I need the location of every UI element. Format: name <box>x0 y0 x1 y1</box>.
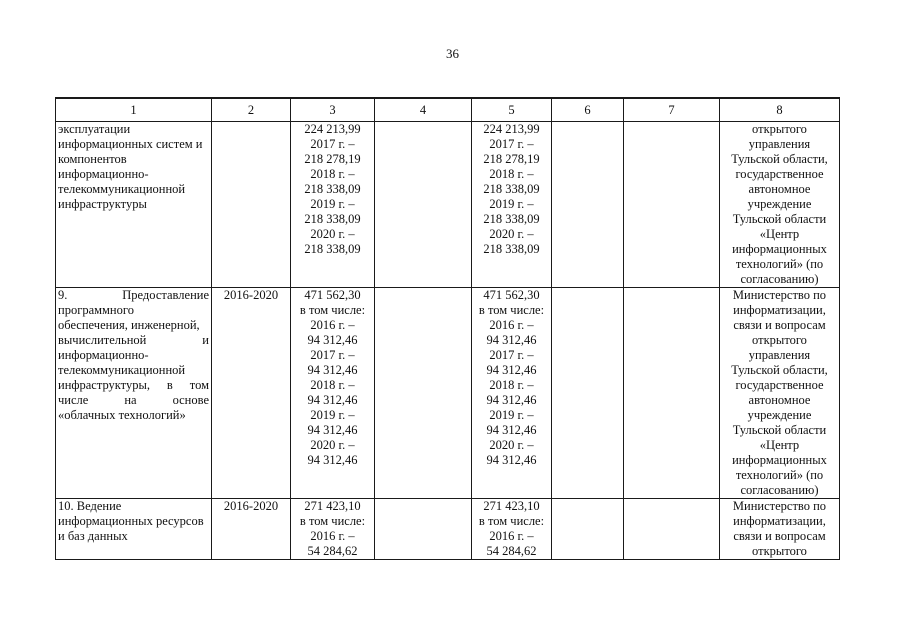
cell-line: технологий» (по <box>735 257 824 271</box>
cell-line: информатизации, <box>733 514 826 528</box>
cell-line: 2019 г. – <box>489 408 534 422</box>
cell-responsible-executor <box>720 122 840 288</box>
cell-line: и баз данных <box>58 529 128 543</box>
cell-line: связи и вопросам <box>733 318 826 332</box>
cell-line: 2016-2020 <box>223 288 279 302</box>
cell-line: информационно- <box>58 167 149 181</box>
cell-line: 2019 г. – <box>310 408 355 422</box>
cell-line: Министерство по <box>732 288 827 302</box>
cell-line: 218 338,09 <box>483 242 540 256</box>
cell-line: 94 312,46 <box>307 333 358 347</box>
cell-line: 218 278,19 <box>304 152 361 166</box>
cell-responsible-executor <box>720 288 840 499</box>
cell-line: 94 312,46 <box>307 423 358 437</box>
cell-line: инфраструктуры, в том <box>58 378 209 392</box>
cell-line: государственное <box>735 167 824 181</box>
cell-line: в том числе: <box>299 303 366 317</box>
cell-period <box>212 288 291 499</box>
table-row <box>56 288 840 499</box>
cell-line: 471 562,30 <box>483 288 540 302</box>
column-header-6: 6 <box>552 98 624 122</box>
cell-line: 94 312,46 <box>486 393 537 407</box>
cell-line: информационных <box>732 453 827 467</box>
cell-item-description <box>56 122 212 288</box>
cell-line: информационных <box>732 242 827 256</box>
cell-line: 94 312,46 <box>486 333 537 347</box>
cell-funding-regional <box>472 499 552 560</box>
cell-line: «Центр <box>759 227 800 241</box>
cell-line: в том числе: <box>299 514 366 528</box>
cell-line: учреждение <box>747 197 812 211</box>
cell-line: 471 562,30 <box>304 288 361 302</box>
cell-line: 218 338,09 <box>304 182 361 196</box>
cell-period <box>212 499 291 560</box>
cell-line: вычислительной и <box>58 333 209 347</box>
cell-line: открытого <box>752 122 807 136</box>
cell-line: 94 312,46 <box>307 363 358 377</box>
cell-line: согласованию) <box>740 483 819 497</box>
cell-line: 2018 г. – <box>489 378 534 392</box>
cell-line: информатизации, <box>733 303 826 317</box>
cell-line: 2017 г. – <box>310 348 355 362</box>
cell-responsible-executor <box>720 499 840 560</box>
cell-line: информационных ресурсов <box>58 514 204 528</box>
cell-line: Министерство по <box>732 499 827 513</box>
column-header-5: 5 <box>472 98 552 122</box>
cell-column-6 <box>552 288 624 499</box>
cell-line: Тульской области, <box>731 363 828 377</box>
cell-line: автономное <box>748 393 811 407</box>
cell-line: числе на основе <box>58 393 209 407</box>
cell-item-description <box>56 288 212 499</box>
cell-funding-total <box>291 122 375 288</box>
cell-line: 2019 г. – <box>310 197 355 211</box>
cell-line: автономное <box>748 182 811 196</box>
cell-line: 94 312,46 <box>307 393 358 407</box>
cell-line: 2020 г. – <box>489 438 534 452</box>
cell-column-4 <box>375 499 472 560</box>
cell-line: 94 312,46 <box>307 453 358 467</box>
cell-line: 2016-2020 <box>223 499 279 513</box>
cell-line: технологий» (по <box>735 468 824 482</box>
cell-line: открытого <box>752 333 807 347</box>
cell-line: 9. Предоставление <box>58 288 209 302</box>
cell-line: 10. Ведение <box>58 499 122 513</box>
table-row <box>56 122 840 288</box>
cell-line: Тульской области <box>732 423 827 437</box>
cell-line: 271 423,10 <box>304 499 361 513</box>
cell-column-4 <box>375 122 472 288</box>
column-header-3: 3 <box>291 98 375 122</box>
cell-line: 218 338,09 <box>304 242 361 256</box>
cell-line: телекоммуникационной <box>58 182 186 196</box>
cell-funding-total <box>291 288 375 499</box>
cell-line: 2018 г. – <box>310 378 355 392</box>
cell-line: учреждение <box>747 408 812 422</box>
cell-line: 2018 г. – <box>310 167 355 181</box>
cell-line: управления <box>748 137 811 151</box>
cell-line: Тульской области <box>732 212 827 226</box>
program-table <box>55 97 840 560</box>
cell-line: 54 284,62 <box>307 544 358 558</box>
cell-line: 2020 г. – <box>310 438 355 452</box>
cell-line: 218 338,09 <box>483 182 540 196</box>
cell-column-6 <box>552 122 624 288</box>
cell-line: государственное <box>735 378 824 392</box>
cell-line: 2018 г. – <box>489 167 534 181</box>
cell-line: 218 338,09 <box>304 212 361 226</box>
cell-line: «облачных технологий» <box>58 408 186 422</box>
cell-line: 2020 г. – <box>489 227 534 241</box>
cell-line: согласованию) <box>740 272 819 286</box>
cell-funding-regional <box>472 288 552 499</box>
cell-line: 2017 г. – <box>489 137 534 151</box>
cell-column-7 <box>624 122 720 288</box>
cell-line: 271 423,10 <box>483 499 540 513</box>
column-header-7: 7 <box>624 98 720 122</box>
cell-line: компонентов <box>58 152 127 166</box>
cell-line: 224 213,99 <box>304 122 361 136</box>
column-header-1: 1 <box>56 98 212 122</box>
column-header-8: 8 <box>720 98 840 122</box>
cell-line: 94 312,46 <box>486 453 537 467</box>
cell-item-description <box>56 499 212 560</box>
cell-line: 224 213,99 <box>483 122 540 136</box>
cell-line: 2020 г. – <box>310 227 355 241</box>
cell-line: 2017 г. – <box>489 348 534 362</box>
cell-line: 2016 г. – <box>489 318 534 332</box>
cell-line: 218 338,09 <box>483 212 540 226</box>
cell-line: в том числе: <box>478 514 545 528</box>
cell-line: 2017 г. – <box>310 137 355 151</box>
column-header-4: 4 <box>375 98 472 122</box>
table-row <box>56 499 840 560</box>
cell-funding-regional <box>472 122 552 288</box>
cell-column-4 <box>375 288 472 499</box>
cell-line: 218 278,19 <box>483 152 540 166</box>
cell-line: 2019 г. – <box>489 197 534 211</box>
page-number: 36 <box>446 46 459 61</box>
cell-column-6 <box>552 499 624 560</box>
cell-line: обеспечения, инженерной, <box>58 318 200 332</box>
cell-line: 54 284,62 <box>486 544 537 558</box>
cell-line: программного <box>58 303 134 317</box>
column-header-2: 2 <box>212 98 291 122</box>
cell-line: в том числе: <box>478 303 545 317</box>
header-row <box>56 98 840 122</box>
cell-line: 94 312,46 <box>486 363 537 377</box>
cell-line: Тульской области, <box>731 152 828 166</box>
cell-line: эксплуатации <box>58 122 131 136</box>
cell-line: 94 312,46 <box>486 423 537 437</box>
cell-line: 2016 г. – <box>310 318 355 332</box>
cell-column-7 <box>624 288 720 499</box>
cell-line: связи и вопросам <box>733 529 826 543</box>
cell-funding-total <box>291 499 375 560</box>
cell-period <box>212 122 291 288</box>
cell-line: информационных систем и <box>58 137 203 151</box>
cell-line: инфраструктуры <box>58 197 147 211</box>
cell-column-7 <box>624 499 720 560</box>
cell-line: телекоммуникационной <box>58 363 186 377</box>
cell-line: «Центр <box>759 438 800 452</box>
cell-line: информационно- <box>58 348 149 362</box>
cell-line: управления <box>748 348 811 362</box>
cell-line: 2016 г. – <box>489 529 534 543</box>
cell-line: 2016 г. – <box>310 529 355 543</box>
cell-line: открытого <box>752 544 807 558</box>
